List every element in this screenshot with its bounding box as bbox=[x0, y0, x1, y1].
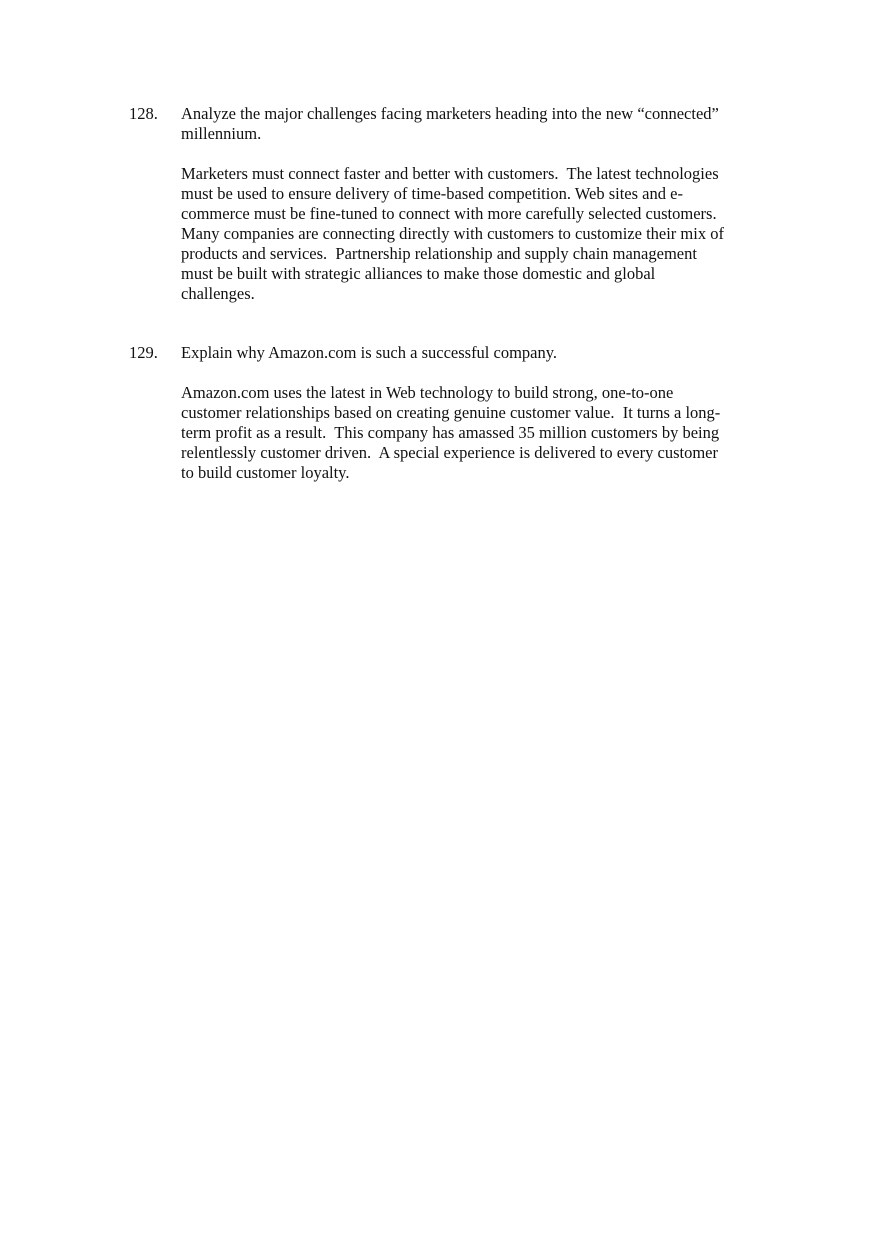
question-number: 128. bbox=[129, 104, 158, 123]
question-row bbox=[129, 104, 769, 144]
answer-line: relentlessly customer driven. A special experience is delivered to every customer bbox=[181, 443, 718, 462]
answer-line: products and services. Partnership relationship and supply chain management bbox=[181, 244, 697, 263]
answer-line: Amazon.com uses the latest in Web technology to build strong, one-to-one bbox=[181, 383, 674, 402]
answer-text bbox=[181, 383, 769, 483]
question-line: Explain why Amazon.com is such a successful company. bbox=[181, 343, 558, 362]
answer-line: commerce must be fine-tuned to connect with more carefully selected customers. bbox=[181, 204, 717, 223]
answer-line: challenges. bbox=[181, 284, 255, 303]
answer-line: Marketers must connect faster and better with customers. The latest technologies bbox=[181, 164, 719, 183]
answer-line: must be used to ensure delivery of time-based competition. Web sites and e- bbox=[181, 184, 683, 203]
question-line: Analyze the major challenges facing marketers heading into the new “connected” bbox=[181, 104, 719, 123]
answer-line: to build customer loyalty. bbox=[181, 463, 350, 482]
answer-text bbox=[181, 164, 769, 304]
answer-line: Many companies are connecting directly with customers to customize their mix of bbox=[181, 224, 724, 243]
question-text bbox=[181, 343, 769, 363]
question-number: 129. bbox=[129, 343, 158, 362]
question-row bbox=[129, 343, 769, 363]
question-text bbox=[181, 104, 769, 144]
answer-line: term profit as a result. This company has amassed 35 million customers by being bbox=[181, 423, 720, 442]
answer-line: must be built with strategic alliances to make those domestic and global bbox=[181, 264, 656, 283]
question-block-128 bbox=[129, 104, 769, 304]
question-block-129 bbox=[129, 343, 769, 483]
answer-line: customer relationships based on creating genuine customer value. It turns a long- bbox=[181, 403, 721, 422]
question-line: millennium. bbox=[181, 124, 262, 143]
